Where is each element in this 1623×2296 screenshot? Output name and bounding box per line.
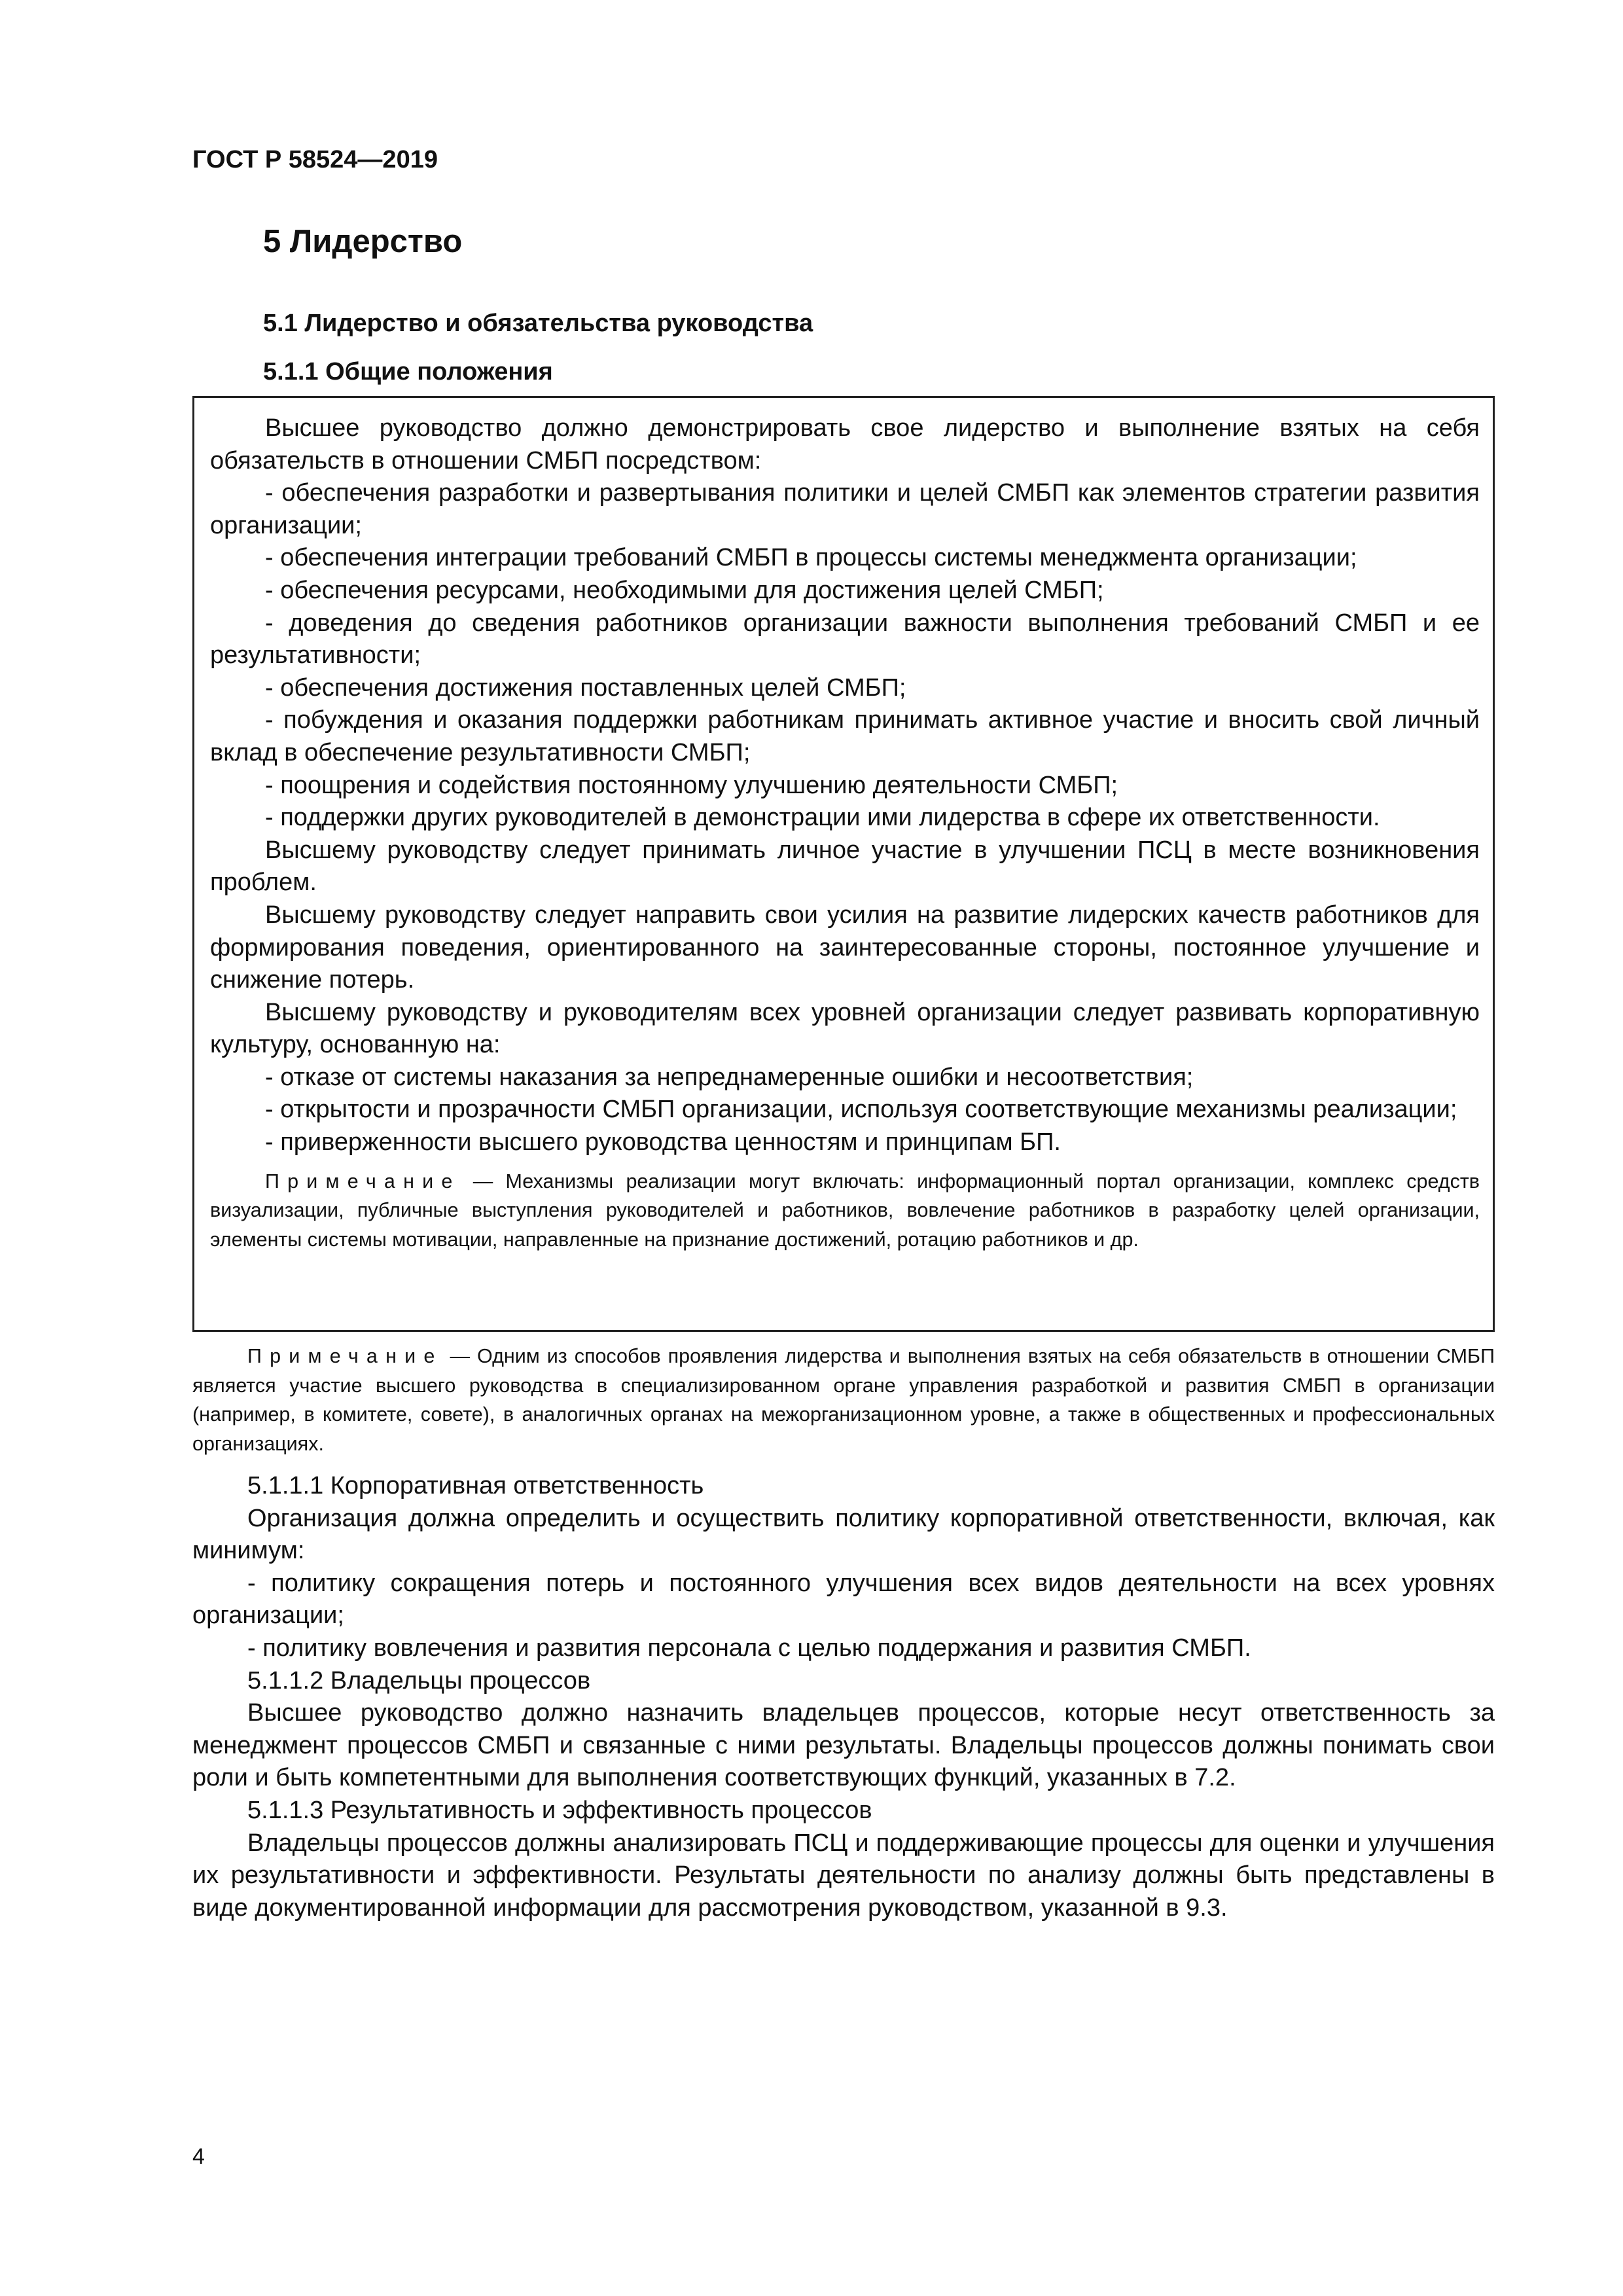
box-paragraph: Высшему руководству следует направить свои усилия на развитие лидерских качеств работников для формирования поведения, ориентированного на заинтересованные стороны, постоянное улучшение и снижение потерь.: [210, 901, 1480, 994]
body-list-item: - политику сокращения потерь и постоянного улучшения всех видов деятельности на всех уровнях организации;: [192, 1569, 1495, 1630]
requirements-box: [192, 396, 1495, 1332]
box-list-item: - обеспечения интеграции требований СМБП в процессы системы менеджмента организации;: [265, 544, 1357, 572]
body-paragraph: Организация должна определить и осуществить политику корпоративной ответственности, включая, как минимум:: [192, 1504, 1495, 1565]
clause-title: 5.1.1 Общие положения: [263, 358, 553, 386]
section-title: 5 Лидерство: [263, 224, 463, 259]
box-list-item: - поощрения и содействия постоянному улучшению деятельности СМБП;: [265, 771, 1118, 799]
note-label: Примечание: [247, 1345, 443, 1367]
body-paragraph: Владельцы процессов должны анализировать ПСЦ и поддерживающие процессы для оценки и улучшения их результативности и эффективности. Результаты деятельности по анализу должны быть представлены в виде документированной информации для рассмотрения руководством, указанной в 9.3.: [192, 1829, 1495, 1922]
box-list-item: - поддержки других руководителей в демонстрации ими лидерства в сфере их ответственности.: [265, 804, 1380, 832]
box-list-item: - открытости и прозрачности СМБП организации, используя соответствующие механизмы реализации;: [265, 1096, 1457, 1124]
body-paragraph: Высшее руководство должно назначить владельцев процессов, которые несут ответственность за менеджмент процессов СМБП и связанные с ними результаты. Владельцы процессов должны понимать свои роли и быть компетентными для выполнения соответствующих функций, указанных в 7.2.: [192, 1699, 1495, 1792]
note-text: — Механизмы реализации могут включать: информационный портал организации, комплекс средств визуализации, публичные выступления руководителей и работников, вовлечение работников в разработку целей организации, элементы системы мотивации, направленные на признание достижений, ротацию работников и др.: [210, 1170, 1480, 1251]
outer-note: [192, 1342, 1495, 1458]
box-note: [210, 1167, 1480, 1255]
box-list-item: - отказе от системы наказания за непреднамеренные ошибки и несоответствия;: [265, 1063, 1194, 1091]
document-code: ГОСТ Р 58524—2019: [192, 146, 438, 173]
box-paragraph: Высшему руководству и руководителям всех уровней организации следует развивать корпоративную культуру, основанную на:: [210, 998, 1480, 1059]
box-list-item: - приверженности высшего руководства ценностям и принципам БП.: [265, 1128, 1061, 1157]
box-list-item: - побуждения и оказания поддержки работникам принимать активное участие и вносить свой личный вклад в обеспечение результативности СМБП;: [210, 706, 1480, 766]
box-list-item: - обеспечения разработки и развертывания политики и целей СМБП как элементов стратегии развития организации;: [210, 479, 1480, 539]
clause-heading: 5.1.1.1 Корпоративная ответственность: [247, 1472, 704, 1499]
page-number: 4: [192, 2144, 205, 2169]
box-paragraph: Высшему руководству следует принимать личное участие в улучшении ПСЦ в месте возникновения проблем.: [210, 836, 1480, 897]
clause-heading: 5.1.1.3 Результативность и эффективность процессов: [247, 1796, 872, 1824]
body-list-item: - политику вовлечения и развития персонала с целью поддержания и развития СМБП.: [247, 1634, 1251, 1662]
box-list-item: - обеспечения ресурсами, необходимыми для достижения целей СМБП;: [265, 576, 1104, 604]
note-label: Примечание: [265, 1170, 461, 1193]
clause-heading: 5.1.1.2 Владельцы процессов: [247, 1666, 591, 1695]
body-text: [192, 1470, 1495, 1924]
note-text: — Одним из способов проявления лидерства и выполнения взятых на себя обязательств в отношении СМБП является участие высшего руководства в специализированном органе управления разработкой и развития СМБП в организации (например, в комитете, совете), в аналогичных органах на межорганизационном уровне, а также в общественных и профессиональных организациях.: [192, 1345, 1495, 1455]
box-list-item: - обеспечения достижения поставленных целей СМБП;: [265, 673, 906, 702]
box-paragraph: Высшее руководство должно демонстрировать свое лидерство и выполнение взятых на себя обязательств в отношении СМБП посредством:: [210, 414, 1480, 475]
subsection-title: 5.1 Лидерство и обязательства руководства: [263, 310, 813, 337]
box-list-item: - доведения до сведения работников организации важности выполнения требований СМБП и ее результативности;: [210, 609, 1480, 670]
